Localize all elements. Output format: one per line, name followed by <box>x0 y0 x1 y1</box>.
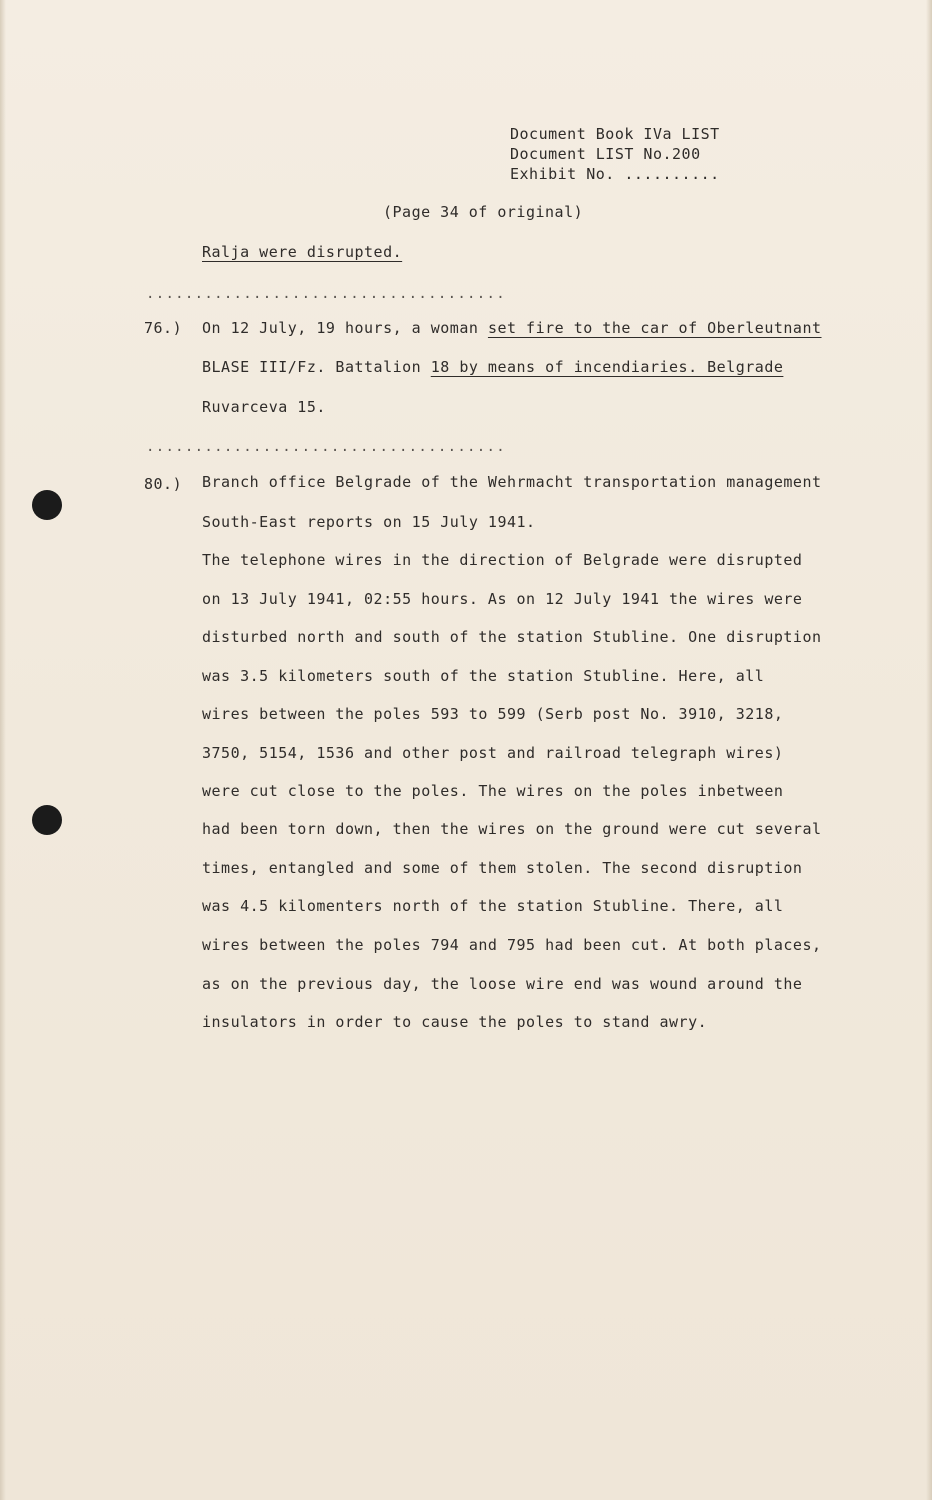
item-80-line: on 13 July 1941, 02:55 hours. As on 12 July 1941 the wires were <box>202 590 803 608</box>
item-76-line-2 <box>202 357 783 377</box>
intro-line: Ralja were disrupted. <box>202 243 403 261</box>
item-80-line: times, entangled and some of them stolen. The second disruption <box>202 859 803 877</box>
page-reference: (Page 34 of original) <box>383 203 584 221</box>
item-80-line: had been torn down, then the wires on the ground were cut several <box>202 820 822 838</box>
item-80-line: wires between the poles 593 to 599 (Serb post No. 3910, 3218, <box>202 705 784 723</box>
item-76-line-2-start: BLASE III/Fz. Battalion <box>202 358 431 376</box>
item-80-line: The telephone wires in the direction of Belgrade were disrupted <box>202 551 803 569</box>
item-80-line: Branch office Belgrade of the Wehrmacht transportation management <box>202 473 822 491</box>
item-76-line-3: Ruvarceva 15. <box>202 398 326 416</box>
item-76-line-1-start: On 12 July, 19 hours, a woman <box>202 319 488 337</box>
item-76-line-2-underlined: 18 by means of incendiaries. Belgrade <box>430 358 784 376</box>
separator-dots-2: ..................................... <box>146 439 506 455</box>
item-80-line: was 4.5 kilomenters north of the station Stubline. There, all <box>202 897 784 915</box>
item-80-number: 80.) <box>144 475 183 493</box>
item-80-line: was 3.5 kilometers south of the station Stubline. Here, all <box>202 667 765 685</box>
separator-dots-1: ..................................... <box>146 286 506 302</box>
header-document-book: Document Book IVa LIST <box>510 125 720 143</box>
item-80-line: wires between the poles 794 and 795 had been cut. At both places, <box>202 936 822 954</box>
item-80-line: insulators in order to cause the poles to stand awry. <box>202 1013 708 1031</box>
header-exhibit-number: Exhibit No. .......... <box>510 165 720 183</box>
punch-hole-top <box>32 490 62 520</box>
item-76-line-1 <box>202 318 822 338</box>
item-80-line: as on the previous day, the loose wire end was wound around the <box>202 975 803 993</box>
item-80-line: South-East reports on 15 July 1941. <box>202 513 536 531</box>
item-80-line: were cut close to the poles. The wires on the poles inbetween <box>202 782 784 800</box>
item-76-number: 76.) <box>144 319 183 337</box>
paper-edge-right <box>926 0 932 1500</box>
header-document-number: Document LIST No.200 <box>510 145 701 163</box>
item-80-line: disturbed north and south of the station Stubline. One disruption <box>202 628 822 646</box>
paper-edge-left <box>0 0 6 1500</box>
item-76-line-1-underlined: set fire to the car of Oberleutnant <box>487 319 822 337</box>
item-80-line: 3750, 5154, 1536 and other post and railroad telegraph wires) <box>202 744 784 762</box>
punch-hole-bottom <box>32 805 62 835</box>
